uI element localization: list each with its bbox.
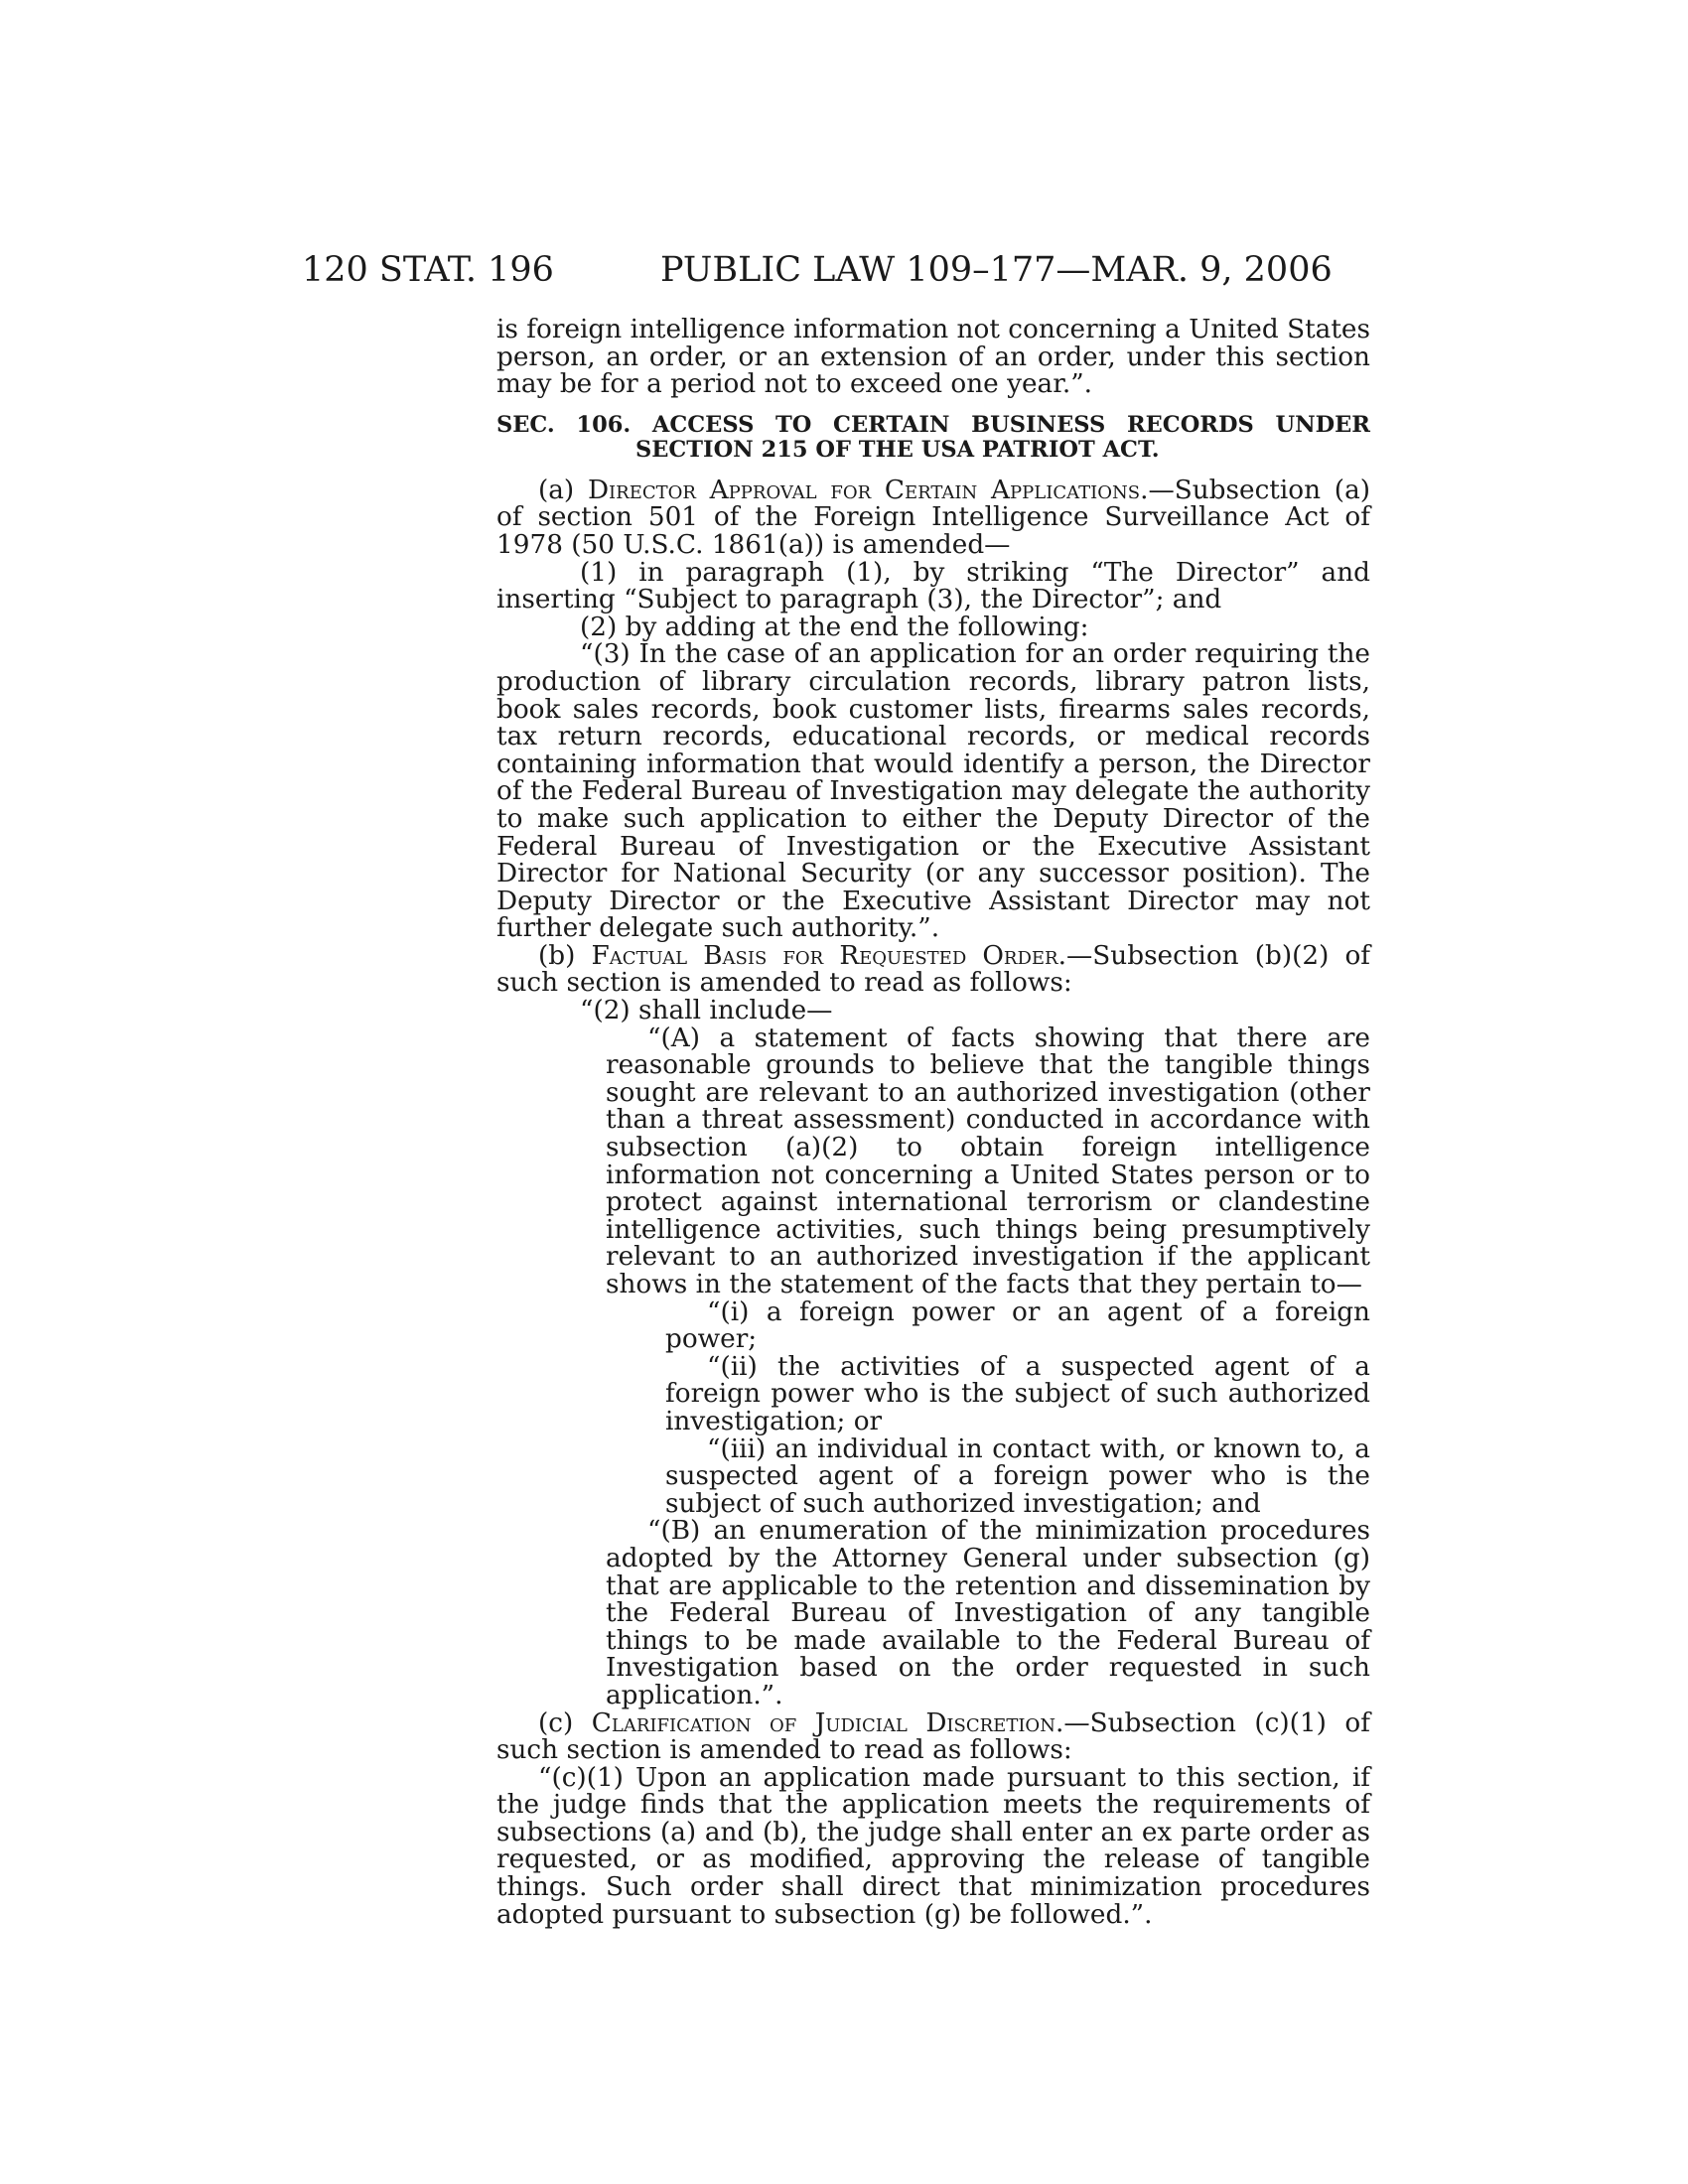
paragraph-b2: “(2) shall include— (580, 996, 833, 1026)
paragraph-a3-quoted: “(3) In the case of an application for an order requiring the production of library circulation records, library patron lists, book sales records, book customer lists, firearms sales records, tax return records, educational records, or medical records containing information that would identify a person, the Director of the Federal Bureau of Investigation may delegate the authority to make such application to either the Deputy Director of the Federal Bureau of Investigation or the Executive Assistant Director for National Security (or any successor position). The Deputy Director or the Executive Assistant Director may not further delegate such authority.”. (496, 639, 1370, 944)
subsection-b-text: —Subsection (b)(2) of such section is amended to read as follows: (496, 940, 1371, 999)
subsection-a-text: —Subsection (a) of section 501 of the Foreign Intelligence Surveillance Act of 1978 (50 U.S.C. 1861(a)) is amended— (496, 475, 1370, 560)
document-body (496, 317, 1370, 1929)
subsection-a-caption: Director Approval for Certain Applications. (587, 475, 1149, 505)
section-heading: SEC. 106. ACCESS TO CERTAIN BUSINESS RECORDS UNDER SECTION 215 OF THE USA PATRIOT ACT. (496, 411, 1370, 464)
subparagraph-b-A: “(A) a statement of facts showing that there are reasonable grounds to believe that the tangible things sought are relevant to an authorized investigation (other than a threat assessment) conducted in accordance with subsection (a)(2) to obtain foreign intelligence information not concerning a United States person or to protect against international terrorism or clandestine intelligence activities, such things being presumptively relevant to an authorized investigation if the applicant shows in the statement of the facts that they pertain to— (606, 1023, 1370, 1299)
statute-page-number: 120 STAT. 196 (302, 250, 554, 290)
continued-paragraph: is foreign intelligence information not concerning a United States person, an order, or an extension of an order, under this section may be for a period not to exceed one year.”. (496, 315, 1370, 400)
subsection-c-label: (c) (538, 1707, 592, 1738)
subsection-b-caption: Factual Basis for Requested Order. (591, 940, 1066, 971)
subsection-c (496, 1707, 1370, 1766)
public-law-citation: PUBLIC LAW 109–177—MAR. 9, 2006 (660, 250, 1333, 290)
paragraph-c1-quoted: “(c)(1) Upon an application made pursuant to this section, if the judge finds that the application meets the requirements of subsections (a) and (b), the judge shall enter an ex parte order as requested, or as modified, approving the release of tangible things. Such order shall direct that minimization procedures adopted pursuant to subsection (g) be followed.”. (496, 1762, 1370, 1930)
clause-b-ii: “(ii) the activities of a suspected agent of a foreign power who is the subject of such authorized investigation; or (665, 1351, 1370, 1436)
subsection-a-label: (a) (538, 475, 588, 505)
subsection-b-label: (b) (538, 940, 592, 971)
subparagraph-b-B: “(B) an enumeration of the minimization procedures adopted by the Attorney General under subsection (g) that are applicable to the retention and dissemination by the Federal Bureau of Investigation of any tangible things to be made available to the Federal Bureau of Investigation based on the order requested in such application.”. (606, 1516, 1370, 1710)
subsection-c-text: —Subsection (c)(1) of such section is amended to read as follows: (496, 1707, 1370, 1766)
clause-b-i: “(i) a foreign power or an agent of a foreign power; (665, 1297, 1370, 1355)
subsection-b (496, 940, 1371, 999)
clause-b-iii: “(iii) an individual in contact with, or known to, a suspected agent of a foreign power who is the subject of such authorized investigation; and (665, 1433, 1370, 1519)
subsection-c-caption: Clarification of Judicial Discretion. (591, 1707, 1064, 1738)
paragraph-a2: (2) by adding at the end the following: (580, 612, 1089, 642)
subsection-a (496, 475, 1370, 560)
paragraph-a1: (1) in paragraph (1), by striking “The Director” and inserting “Subject to paragraph (3), the Director”; and (496, 557, 1370, 615)
